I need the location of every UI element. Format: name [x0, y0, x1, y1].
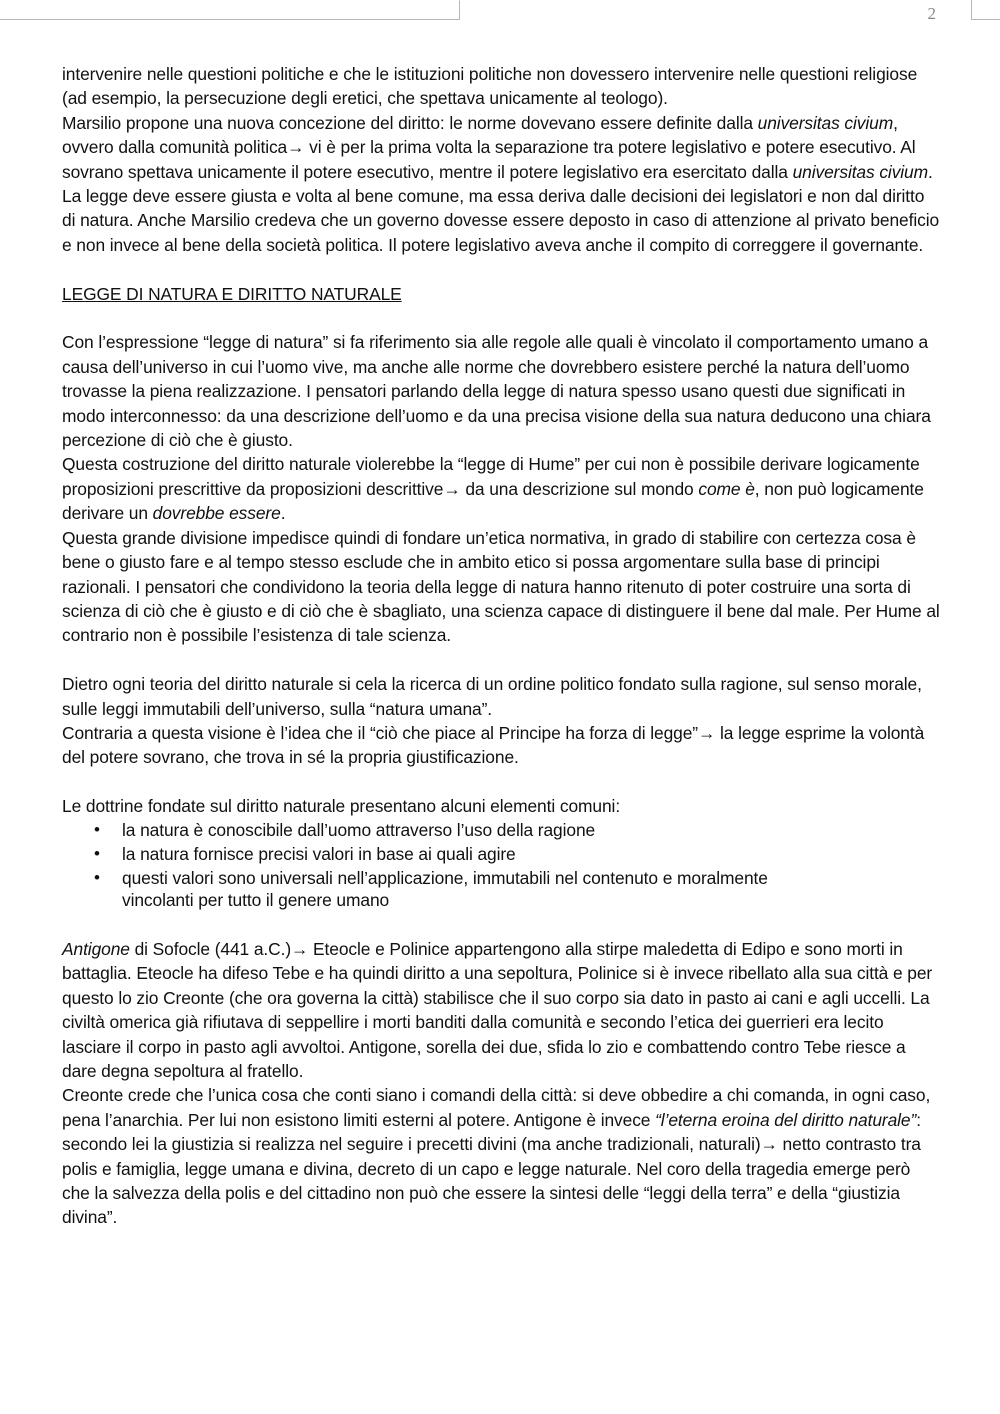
paragraph: Creonte crede che l’unica cosa che conti siano i comandi della città: si deve obbedire a chi comanda, in ogni caso, pena l’anarchia. Per lui non esistono limiti esterni al potere. Antigone è invece “l’eterna eroina del diritto naturale”: secondo lei la giustizia si realizza nel seguire i precetti divini (ma anche tradizionali, naturali)→ netto contrasto tra polis e famiglia, legge umana e divina, decreto di un capo e legge naturale. Nel coro della tragedia emerge però che la salvezza della polis e del cittadino non può che essere la sintesi delle “leggi della terra” e della “giustizia divina”. [62, 1085, 931, 1228]
section-heading: LEGGE DI NATURA E DIRITTO NATURALE [62, 283, 402, 304]
list-item: • la natura è conoscibile dall’uomo attraverso l’uso della ragione [122, 819, 942, 841]
paragraph: intervenire nelle questioni politiche e che le istituzioni politiche non dovessero intervenire nelle questioni religiose (ad esempio, la persecuzione degli eretici, che spettava unicamente al teologo). [62, 64, 918, 109]
paragraph: Contraria a questa visione è l’idea che il “ciò che piace al Principe ha forza di legge”→ la legge esprime la volontà del potere sovrano, che trova in sé la propria giustificazione. [62, 722, 925, 768]
list-item: • la natura fornisce precisi valori in base ai quali agire [122, 843, 942, 865]
paragraph: Dietro ogni teoria del diritto naturale si cela la ricerca di un ordine politico fondato sulla ragione, sul senso morale, sulle leggi immutabili dell’universo, sulla “natura umana”. [62, 674, 922, 719]
header-decoration [0, 0, 1000, 30]
paragraph: Con l’espressione “legge di natura” si fa riferimento sia alle regole alle quali è vincolato il comportamento umano a causa dell’universo in cui l’uomo vive, ma anche alle norme che dovrebbero esistere perché la natura dell’uomo trovasse la piena realizzazione. I pensatori parlando della legge di natura spesso usano questi due significati in modo interconnesso: da una descrizione dell’uomo e da una precisa visione della sua natura deducono una chiara percezione di ciò che è giusto. [62, 332, 931, 451]
list-item: • questi valori sono universali nell’applicazione, immutabili nel contenuto e moralmente vincolanti per tutto il genere umano [122, 867, 942, 911]
paragraph: Antigone di Sofocle (441 a.C.)→ Eteocle e Polinice appartengono alla stirpe maledetta di Edipo e sono morti in battaglia. Eteocle ha difeso Tebe e ha quindi diritto a una sepoltura, Polinice si è invece ribellato alla sua città e per questo lo zio Creonte (che ora governa la città) stabilisce che il suo corpo sia dato in pasto ai cani e agli uccelli. La civiltà omerica già rifiutava di seppellire i morti banditi dalla comunità e secondo l’etica dei guerrieri era lecito lasciare il corpo in pasto agli avvoltoi. Antigone, sorella dei due, sfida lo zio e combattendo contro Tebe riesce a dare degna sepoltura al fratello. [62, 938, 933, 1081]
document-body [62, 62, 942, 1230]
bullet-list [62, 819, 942, 911]
paragraph: Marsilio propone una nuova concezione del diritto: le norme dovevano essere definite dalla universitas civium, ovvero dalla comunità politica→ vi è per la prima volta la separazione tra potere legislativo e potere esecutivo. Al sovrano spettava unicamente il potere esecutivo, mentre il potere legislativo era esercitato dalla universitas civium. La legge deve essere giusta e volta al bene comune, ma essa deriva dalle decisioni dei legislatori e non dal diritto di natura. Anche Marsilio credeva che un governo dovesse essere deposto in caso di attenzione al privato beneficio e non invece al bene della società politica. Il potere legislativo aveva anche il compito di correggere il governante. [62, 112, 940, 255]
paragraph: Questa costruzione del diritto naturale violerebbe la “legge di Hume” per cui non è possibile derivare logicamente proposizioni prescrittive da proposizioni descrittive→ da una descrizione sul mondo come è, non può logicamente derivare un dovrebbe essere. [62, 454, 924, 524]
page-number: 2 [927, 4, 936, 23]
paragraph: Questa grande divisione impedisce quindi di fondare un’etica normativa, in grado di stabilire con certezza cosa è bene o giusto fare e al tempo stesso esclude che in ambito etico si possa argomentare sulla base di principi razionali. I pensatori che condividono la teoria della legge di natura hanno ritenuto di poter costruire una sorta di scienza di ciò che è giusto e di ciò che è sbagliato, una scienza capace di distinguere il bene dal male. Per Hume al contrario non è possibile l’esistenza di tale scienza. [62, 527, 940, 646]
paragraph: Le dottrine fondate sul diritto naturale presentano alcuni elementi comuni: [62, 796, 621, 817]
